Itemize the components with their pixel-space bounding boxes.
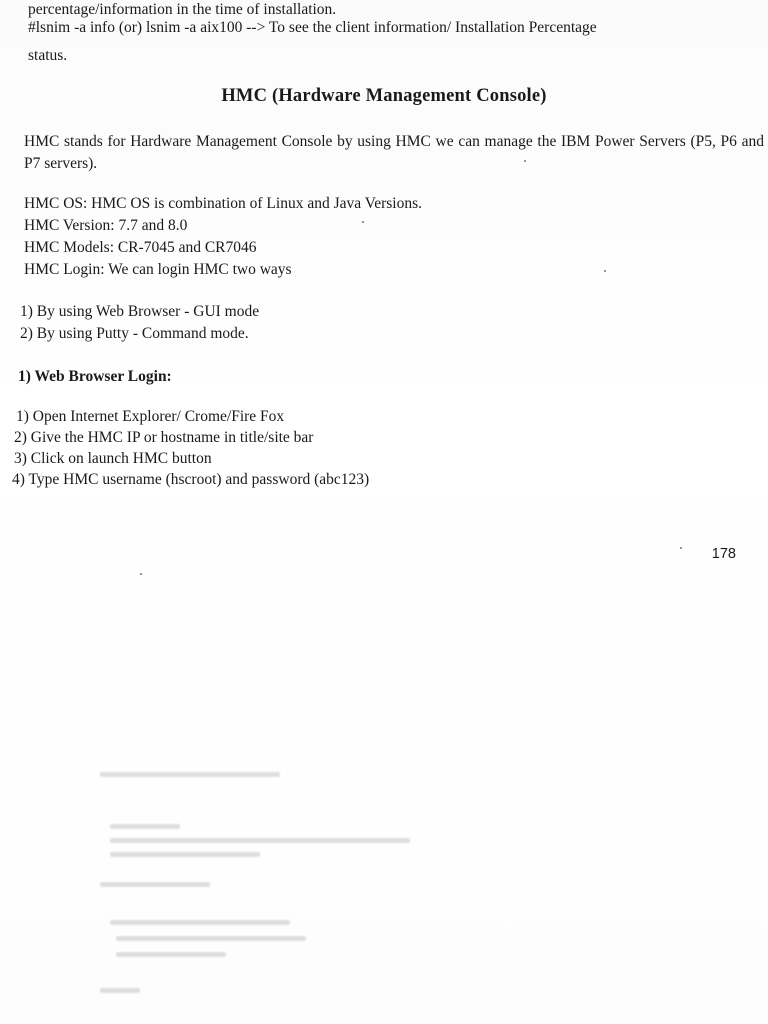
scan-speck: [140, 573, 142, 575]
intro-line-3: status.: [28, 47, 68, 64]
web-login-step-3: 3) Click on launch HMC button: [14, 450, 212, 467]
spec-version: HMC Version: 7.7 and 8.0: [24, 217, 188, 234]
scan-speck: [524, 160, 526, 162]
login-method-2: 2) By using Putty - Command mode.: [20, 325, 249, 342]
login-method-1: 1) By using Web Browser - GUI mode: [20, 303, 260, 320]
spec-os: HMC OS: HMC OS is combination of Linux and Java Versions.: [24, 195, 422, 212]
spec-login: HMC Login: We can login HMC two ways: [24, 261, 292, 278]
web-login-step-1: 1) Open Internet Explorer/ Crome/Fire Fox: [16, 408, 285, 425]
web-login-heading: 1) Web Browser Login:: [18, 368, 172, 385]
web-login-step-4: 4) Type HMC username (hscroot) and password (abc123): [12, 471, 370, 488]
scan-speck: [604, 270, 606, 272]
section-title: HMC (Hardware Management Console): [221, 86, 547, 106]
scan-speck: [680, 547, 682, 549]
scan-speck: [362, 221, 364, 223]
spec-models: HMC Models: CR-7045 and CR7046: [24, 239, 257, 256]
page-number: 178: [711, 546, 736, 562]
intro-line-1: percentage/information in the time of installation.: [28, 1, 337, 18]
bleed-through-text: [90, 760, 420, 1020]
hmc-description: HMC stands for Hardware Management Console by using HMC we can manage the IBM Power Servers (P5, P6 and P7 servers).: [24, 133, 764, 172]
intro-line-2: #lsnim -a info (or) lsnim -a aix100 --> To see the client information/ Installation Percentage: [28, 19, 597, 36]
web-login-step-2: 2) Give the HMC IP or hostname in title/site bar: [14, 429, 314, 446]
